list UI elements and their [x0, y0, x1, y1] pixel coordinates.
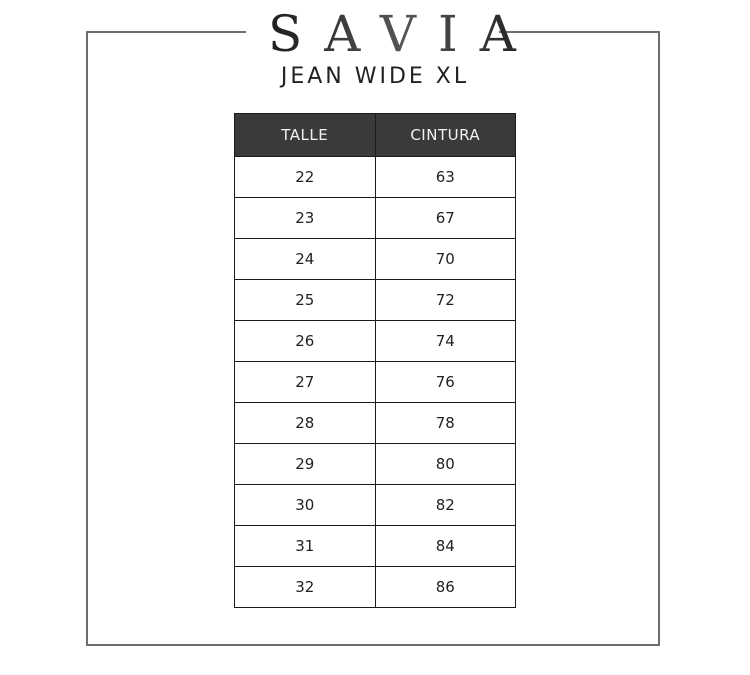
table-row	[235, 157, 516, 198]
cell-cintura: 74	[375, 321, 516, 362]
cell-cintura: 72	[375, 280, 516, 321]
cell-talle: 29	[235, 444, 376, 485]
table-row	[235, 444, 516, 485]
table-row	[235, 198, 516, 239]
header-cintura: CINTURA	[375, 114, 516, 157]
cell-talle: 23	[235, 198, 376, 239]
product-title: JEAN WIDE XL	[280, 64, 470, 89]
cell-talle: 24	[235, 239, 376, 280]
table-header-row	[235, 114, 516, 157]
frame-left	[86, 31, 88, 646]
table-row	[235, 239, 516, 280]
table-row	[235, 280, 516, 321]
size-chart-table	[234, 113, 516, 608]
cell-talle: 28	[235, 403, 376, 444]
cell-talle: 26	[235, 321, 376, 362]
table-row	[235, 403, 516, 444]
frame-bottom	[86, 644, 660, 646]
table-row	[235, 526, 516, 567]
cell-talle: 25	[235, 280, 376, 321]
cell-talle: 22	[235, 157, 376, 198]
table-row	[235, 321, 516, 362]
brand-logo-text: SAVIA	[268, 5, 538, 63]
cell-cintura: 63	[375, 157, 516, 198]
cell-cintura: 82	[375, 485, 516, 526]
cell-talle: 31	[235, 526, 376, 567]
table-row	[235, 567, 516, 608]
cell-cintura: 84	[375, 526, 516, 567]
frame-right	[658, 31, 660, 646]
cell-cintura: 78	[375, 403, 516, 444]
cell-cintura: 80	[375, 444, 516, 485]
frame-top-left	[86, 31, 246, 33]
cell-talle: 32	[235, 567, 376, 608]
table-row	[235, 362, 516, 403]
cell-cintura: 76	[375, 362, 516, 403]
cell-cintura: 70	[375, 239, 516, 280]
cell-talle: 30	[235, 485, 376, 526]
cell-cintura: 67	[375, 198, 516, 239]
cell-cintura: 86	[375, 567, 516, 608]
table-row	[235, 485, 516, 526]
header-talle: TALLE	[235, 114, 376, 157]
brand-logo	[246, 5, 538, 63]
cell-talle: 27	[235, 362, 376, 403]
